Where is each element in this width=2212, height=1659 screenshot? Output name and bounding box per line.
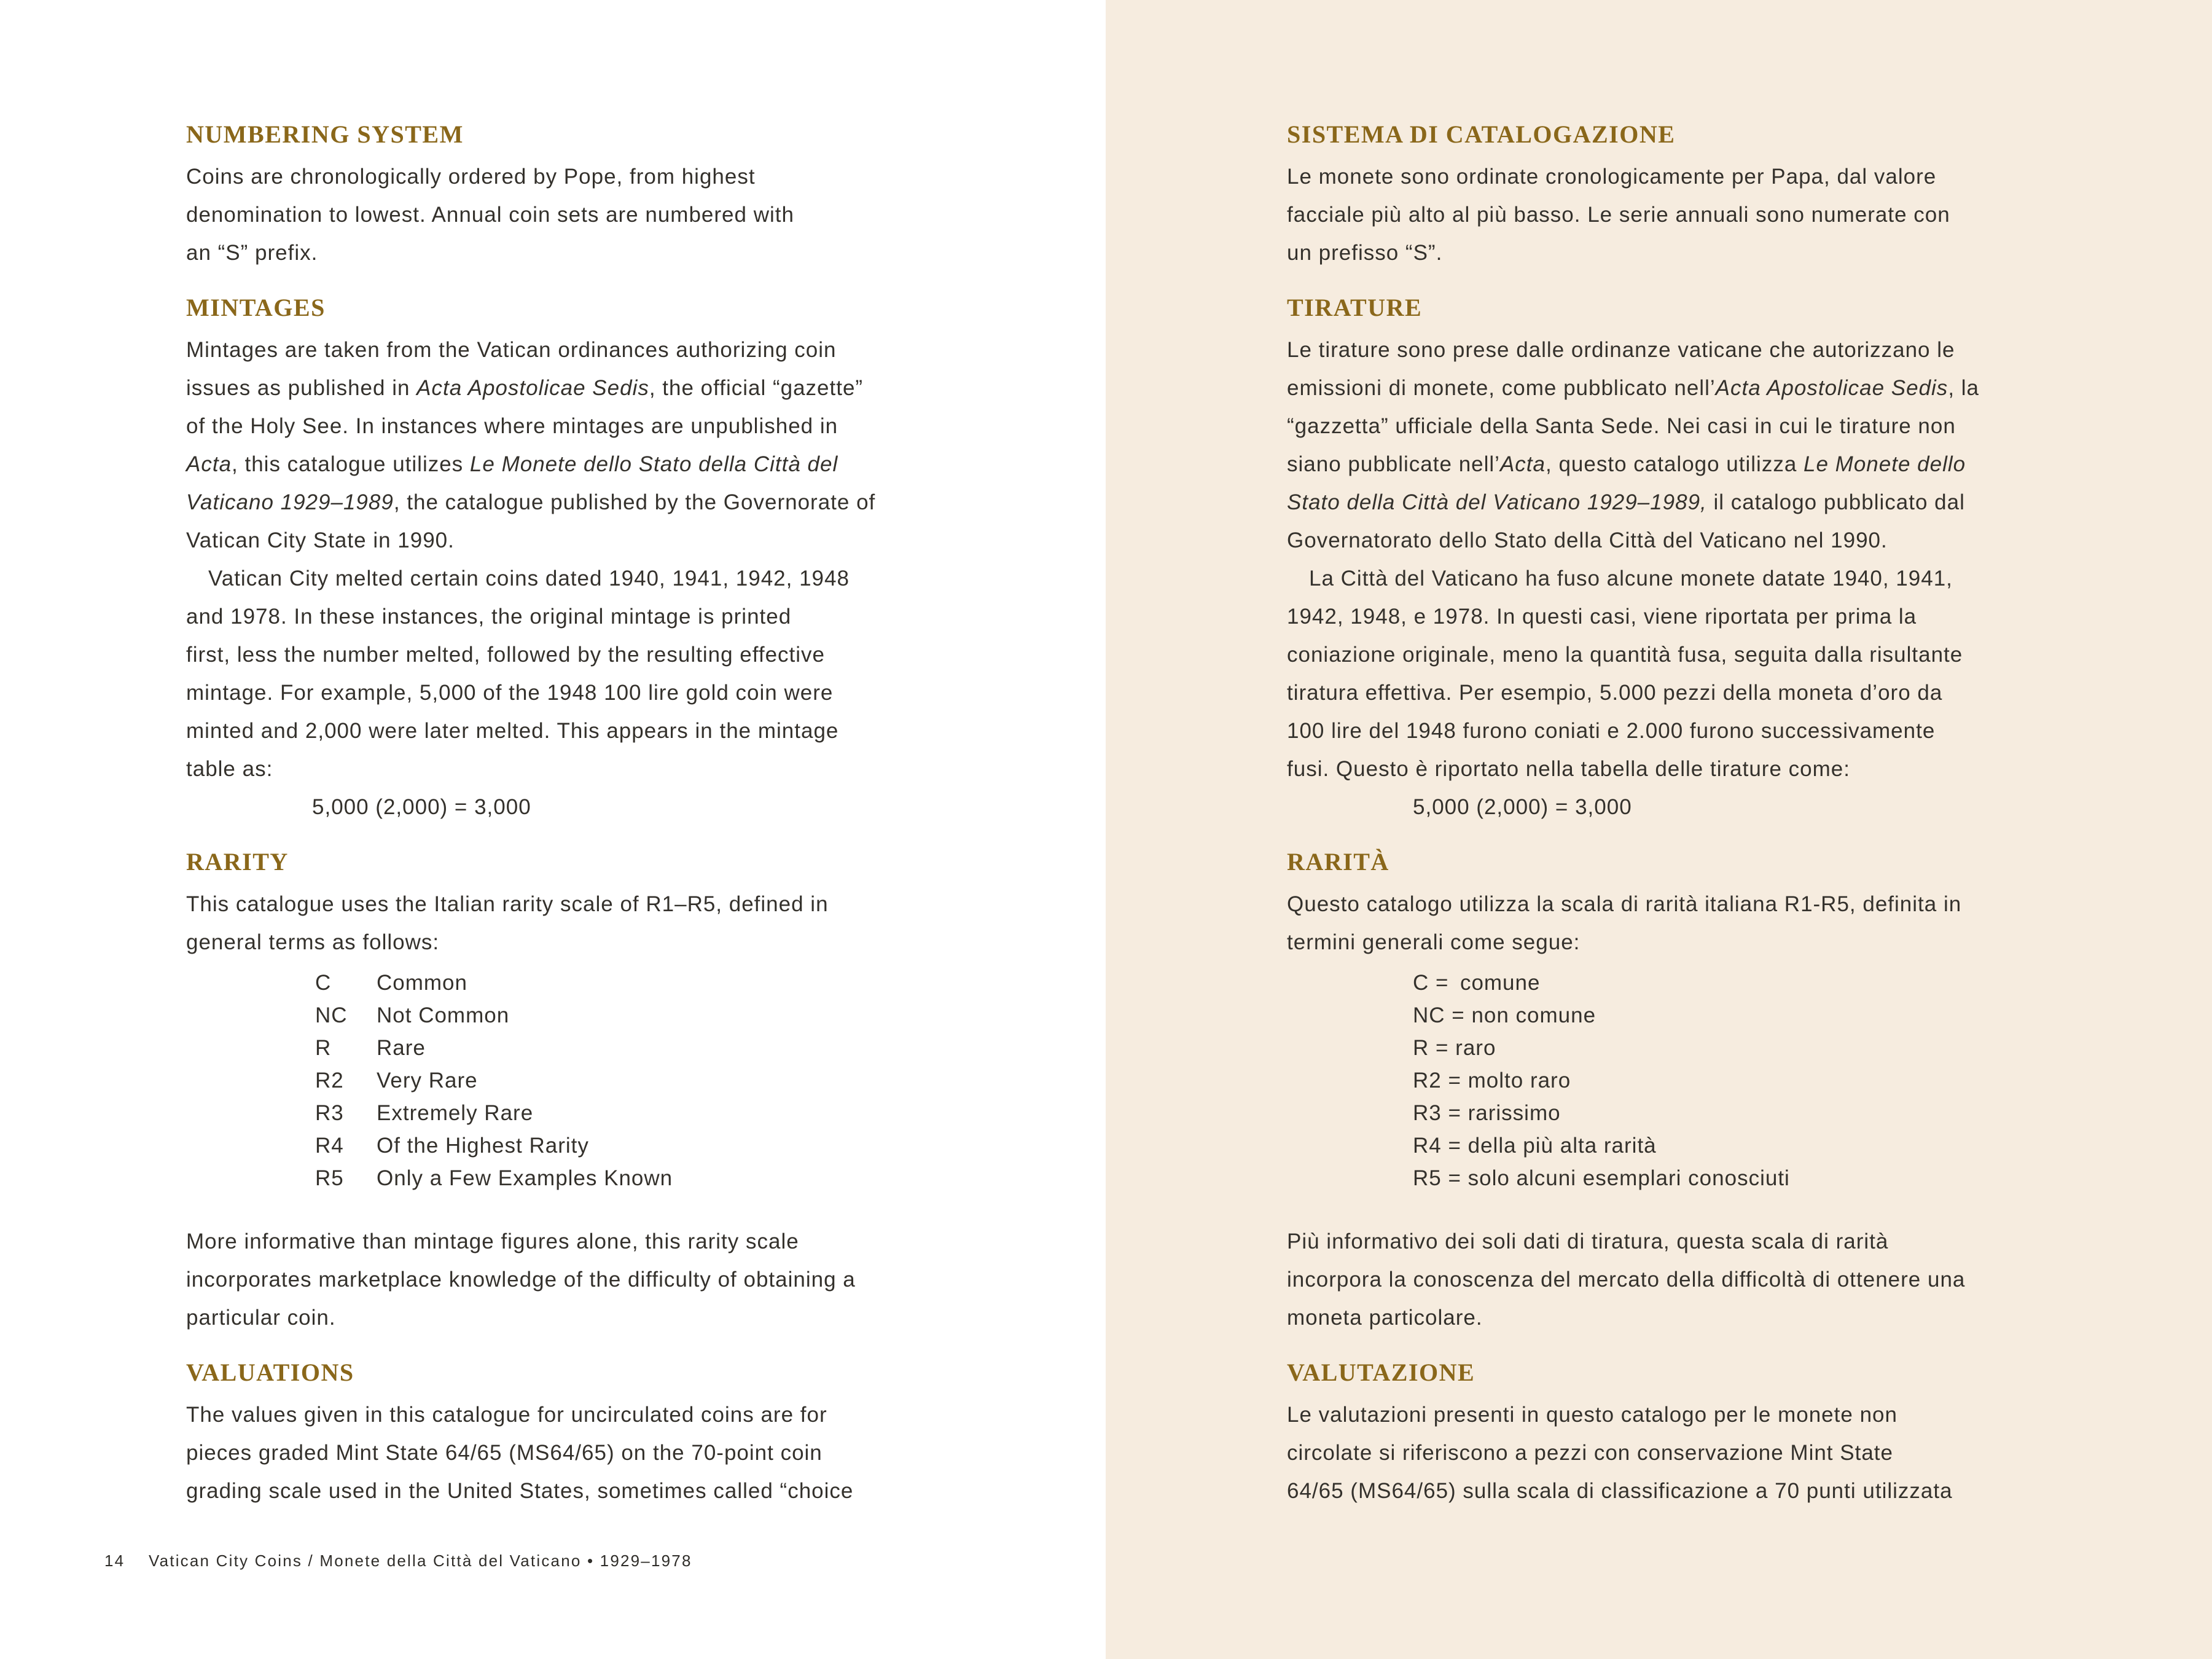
rarity-label: Rare (377, 1036, 426, 1060)
page-footer (104, 1551, 692, 1571)
rarity-item (315, 1064, 972, 1097)
mintage-formula-example: 5,000 (2,000) = 3,000 (312, 795, 531, 819)
paragraph-tirature: Le tirature sono prese dalle ordinanze vaticane che autorizzano le emissioni di monete, come pubblicato nell’Acta Apostolicae Sedis, la “gazzetta” ufficiale della Santa Sede. Nei casi in cui le tirature non siano pubblicate nell’Acta, questo catalogo utilizza Le Monete dello Stato della Città del Vaticano 1929–1989, il catalogo pubblicato dal Governatorato dello Stato della Città del Vaticano nel 1990. La Città del Vaticano ha fuso alcune monete datate 1940, 1941, 1942, 1948, e 1978. In questi casi, viene riportata per prima la coniazione originale, meno la quantità fusa, seguita dalla risultante tiratura effettiva. Per esempio, 5.000 pezzi della moneta d’oro da 100 lire del 1948 furono coniati e 2.000 furono successivamente fusi. Questo è riportato nella tabella delle tirature come: (1287, 338, 1980, 781)
rarity-item (315, 1129, 972, 1162)
rarita-scale-list (1413, 967, 2104, 1194)
rarity-item (315, 967, 972, 999)
rarity-code: R (315, 1036, 332, 1060)
section-heading-valuations: VALUATIONS (186, 1359, 354, 1386)
left-text-column (186, 0, 972, 1532)
rarity-code: R5 (315, 1166, 344, 1190)
paragraph-rarity-outro: More informative than mintage figures alone, this rarity scale incorporates marketplace knowledge of the difficulty of obtaining a particular coin. (186, 1230, 856, 1330)
section-heading-mintages: MINTAGES (186, 294, 326, 321)
rarita-item: R2 = molto raro (1413, 1069, 1571, 1092)
rarity-item (315, 1032, 972, 1064)
footer-running-title: Vatican City Coins / Monete della Città del Vaticano • 1929–1978 (149, 1551, 692, 1570)
page-right-italian (1106, 0, 2212, 1659)
rarity-item (315, 999, 972, 1032)
paragraph-mintages: Mintages are taken from the Vatican ordinances authorizing coin issues as published in Acta Apostolicae Sedis, the official “gazette” of the Holy See. In instances where mintages are unpublished in Acta, this catalogue utilizes Le Monete dello Stato della Città del Vaticano 1929–1989, the catalogue published by the Governorate of Vatican City State in 1990. Vatican City melted certain coins dated 1940, 1941, 1942, 1948 and 1978. In these instances, the original mintage is printed first, less the number melted, followed by the resulting effective mintage. For example, 5,000 of the 1948 100 lire gold coin were minted and 2,000 were later melted. This appears in the mintage table as: (186, 338, 876, 781)
paragraph-rarita-intro: Questo catalogo utilizza la scala di rarità italiana R1-R5, definita in termini generali come segue: (1287, 892, 1962, 954)
rarity-label: Extremely Rare (377, 1101, 534, 1125)
rarita-item: R5 = solo alcuni esemplari conosciuti (1413, 1166, 1790, 1190)
rarita-item: R4 = della più alta rarità (1413, 1134, 1657, 1158)
section-heading-sistema-di-catalogazione: SISTEMA DI CATALOGAZIONE (1287, 120, 1676, 148)
paragraph-sistema-di-catalogazione: Le monete sono ordinate cronologicamente per Papa, dal valore facciale più alto al più basso. Le serie annuali sono numerate con un prefisso “S”. (1287, 165, 1950, 265)
rarity-code: R4 (315, 1134, 344, 1158)
paragraph-numbering-system: Coins are chronologically ordered by Pope, from highest denomination to lowest. Annual coin sets are numbered with an “S” prefix. (186, 165, 794, 265)
rarity-label: Not Common (377, 1003, 510, 1027)
rarity-code: NC (315, 1003, 348, 1027)
rarita-item: NC = non comune (1413, 1003, 1596, 1027)
rarity-code: C (315, 971, 332, 995)
rarity-item (315, 1097, 972, 1129)
paragraph-rarita-outro: Più informativo dei soli dati di tiratura, questa scala di rarità incorpora la conoscenza del mercato della difficoltà di ottenere una moneta particolare. (1287, 1230, 1966, 1330)
rarity-label: Very Rare (377, 1069, 478, 1092)
rarita-item: R = raro (1413, 1036, 1496, 1060)
rarity-item (315, 1162, 972, 1194)
rarity-scale-list (315, 967, 972, 1194)
rarity-label: Common (377, 971, 467, 995)
rarita-item: R3 = rarissimo (1413, 1101, 1561, 1125)
page-number: 14 (104, 1551, 125, 1570)
section-heading-numbering-system: NUMBERING SYSTEM (186, 120, 464, 148)
right-text-column (1287, 0, 2104, 1532)
rarity-label: Only a Few Examples Known (377, 1166, 673, 1190)
paragraph-rarity-intro: This catalogue uses the Italian rarity scale of R1–R5, defined in general terms as follows: (186, 892, 829, 954)
section-heading-rarity: RARITY (186, 848, 289, 876)
section-heading-rarita: RARITÀ (1287, 848, 1389, 876)
tirature-formula-example: 5,000 (2,000) = 3,000 (1413, 795, 1632, 819)
paragraph-valuations: The values given in this catalogue for uncirculated coins are for pieces graded Mint State 64/65 (MS64/65) on the 70-point coin grading scale used in the United States, sometimes called “choice (186, 1403, 854, 1503)
rarity-code: R3 (315, 1101, 344, 1125)
rarity-label: Of the Highest Rarity (377, 1134, 589, 1158)
rarity-code: R2 (315, 1069, 344, 1092)
section-heading-tirature: TIRATURE (1287, 294, 1423, 321)
paragraph-valutazione: Le valutazioni presenti in questo catalogo per le monete non circolate si riferiscono a pezzi con conservazione Mint State 64/65 (MS64/65) sulla scala di classificazione a 70 punti utilizzata (1287, 1403, 1953, 1503)
rarita-item: C = comune (1413, 971, 1541, 995)
section-heading-valutazione: VALUTAZIONE (1287, 1359, 1475, 1386)
